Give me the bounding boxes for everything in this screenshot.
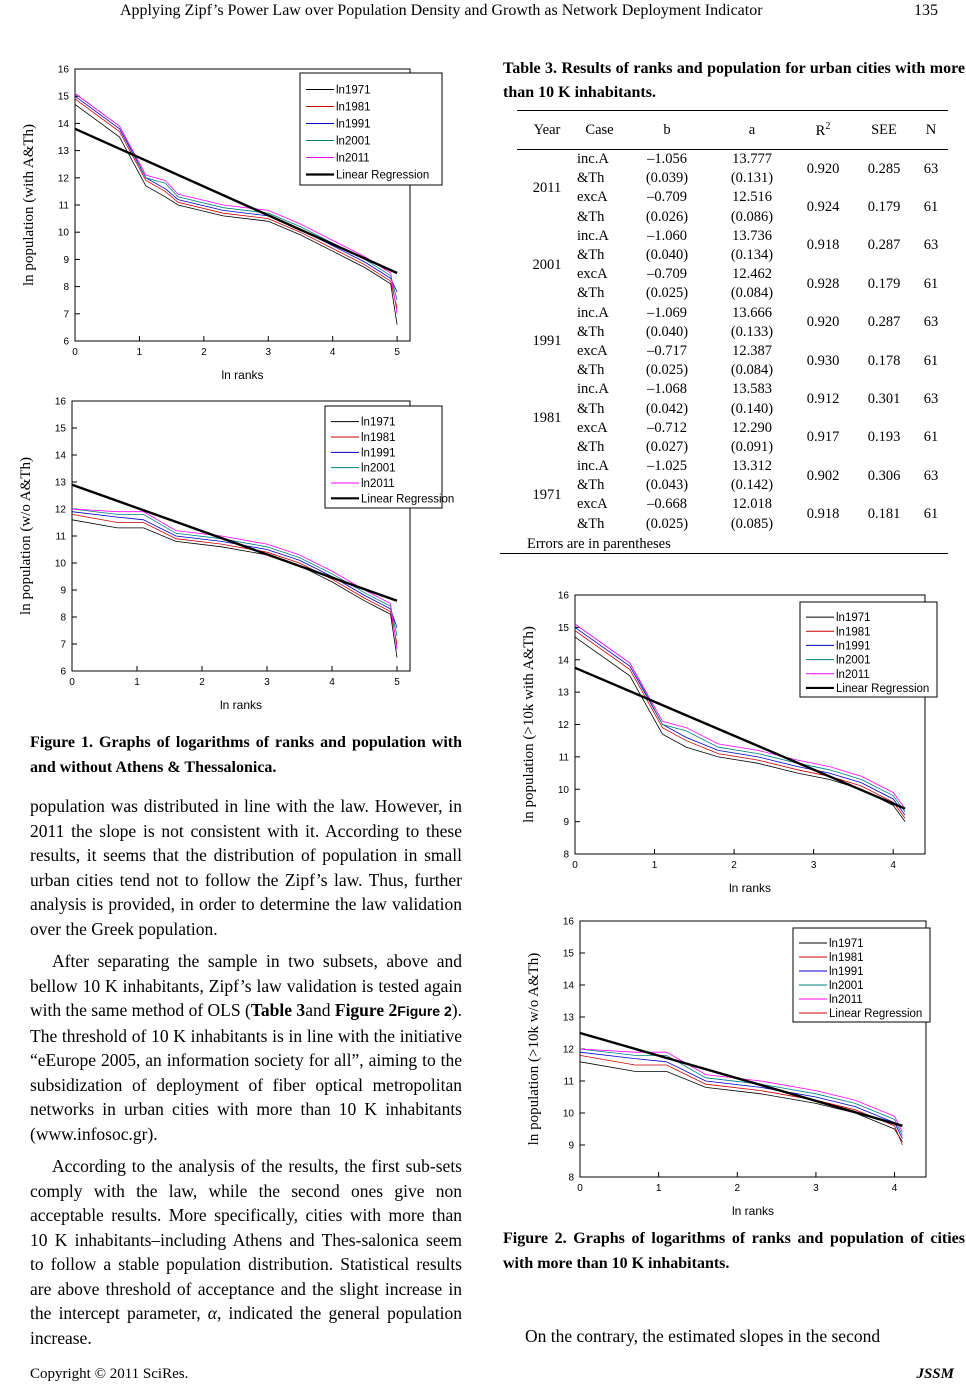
b-cell: (0.040) — [645, 247, 689, 264]
see-cell: 0.287 — [867, 237, 901, 254]
a-cell: (0.084) — [730, 362, 774, 379]
x-axis-title: ln ranks — [728, 881, 772, 895]
x-tick-label: 2 — [734, 1183, 741, 1194]
y-tick-label: 10 — [54, 558, 66, 570]
a-cell: 13.736 — [732, 227, 772, 244]
see-cell: 0.306 — [867, 467, 901, 484]
x-tick-label: 4 — [891, 1183, 898, 1194]
legend-label: ln1981 — [836, 626, 871, 639]
b-cell: (0.040) — [645, 323, 689, 340]
running-header — [0, 2, 966, 24]
x-axis-title: ln ranks — [219, 698, 263, 712]
b-cell: –1.068 — [647, 381, 687, 398]
figure2-chart-1-svg — [503, 582, 963, 902]
n-cell: 61 — [923, 352, 939, 369]
x-tick-label: 0 — [577, 1183, 583, 1194]
see-cell: 0.181 — [867, 506, 901, 523]
y-tick-label: 6 — [60, 666, 66, 678]
b-cell: (0.042) — [645, 400, 689, 417]
legend-label: ln2011 — [336, 152, 370, 165]
case-cell: &Th — [577, 170, 605, 187]
series-line-ln2011 — [72, 509, 397, 649]
figure2-caption: Figure 2. Graphs of logarithms of ranks and population of cities with more than 10 K inhabitants. — [503, 1230, 965, 1272]
y-axis-title: ln population (>10k w/o A&Th) — [526, 952, 542, 1146]
b-cell: –0.668 — [647, 496, 687, 513]
y-tick-label: 15 — [57, 91, 69, 103]
table-row — [517, 457, 948, 476]
figure2-ref-small[interactable]: Figure 2 — [397, 1003, 452, 1019]
y-tick-label: 11 — [58, 200, 69, 212]
legend-label: ln2001 — [361, 462, 396, 475]
case-cell: &Th — [577, 477, 605, 494]
legend-label: ln1981 — [829, 952, 864, 964]
x-tick-label: 4 — [329, 347, 336, 358]
legend-label: ln1971 — [361, 416, 396, 429]
table3-body — [517, 150, 948, 534]
table-row — [517, 227, 948, 246]
col-header-r2 — [792, 111, 854, 150]
n-cell: 63 — [923, 237, 939, 254]
y-tick-label: 16 — [562, 916, 574, 928]
figure1-chart-1-svg — [0, 55, 470, 385]
a-cell: (0.133) — [730, 323, 774, 340]
x-tick-label: 5 — [394, 677, 400, 688]
a-cell: (0.091) — [730, 438, 774, 455]
year-cell: 1971 — [532, 486, 562, 503]
a-cell: 12.462 — [732, 266, 772, 283]
y-tick-label: 7 — [63, 309, 69, 321]
year-cell: 1981 — [532, 410, 562, 427]
y-tick-label: 8 — [60, 612, 66, 624]
case-cell: &Th — [577, 515, 605, 532]
figure2-chart-2-svg — [503, 908, 963, 1223]
r2-cell: 0.917 — [806, 429, 840, 446]
b-cell: –0.717 — [647, 342, 687, 359]
a-cell: 13.583 — [732, 381, 772, 398]
b-cell: –0.709 — [647, 189, 687, 206]
y-tick-label: 13 — [57, 146, 69, 158]
page-number: 135 — [914, 2, 938, 19]
case-cell: &Th — [577, 208, 605, 225]
legend-label: Linear Regression — [829, 1008, 923, 1020]
table3-bottom-rule — [500, 553, 948, 554]
p2-text-a: After separating the sample in two subsets, above and bellow 10 K inhabitants, Zipf’s law validation is tested again with the same method of OLS ( — [30, 951, 462, 1020]
y-tick-label: 16 — [54, 396, 66, 408]
x-axis-title: ln ranks — [221, 368, 264, 382]
n-cell: 63 — [923, 314, 939, 331]
legend-label: ln1991 — [336, 118, 371, 131]
figure1-caption: Figure 1. Graphs of logarithms of ranks and population with and without Athens & Thessalonica. — [30, 734, 462, 776]
x-tick-label: 3 — [813, 1183, 819, 1194]
n-cell: 61 — [923, 429, 939, 446]
legend-label: ln1991 — [361, 447, 396, 460]
case-cell: excA — [577, 342, 608, 359]
n-cell: 61 — [923, 275, 939, 292]
y-tick-label: 7 — [60, 639, 66, 651]
n-cell: 61 — [923, 506, 939, 523]
n-cell: 63 — [923, 467, 939, 484]
b-cell: (0.039) — [645, 170, 689, 187]
legend-label: ln2011 — [361, 478, 395, 490]
x-tick-label: 4 — [890, 860, 896, 871]
col-header-n: N — [914, 111, 948, 150]
table-row — [517, 188, 948, 207]
r2-cell: 0.928 — [806, 275, 840, 292]
series-line-ln1981 — [72, 514, 397, 644]
b-cell: (0.025) — [645, 362, 689, 379]
x-tick-label: 1 — [651, 860, 658, 871]
y-tick-label: 9 — [63, 254, 69, 266]
table-row — [517, 380, 948, 399]
y-tick-label: 6 — [63, 336, 69, 348]
p3-text-b: , indicated the general population increase. — [30, 1303, 462, 1348]
y-tick-label: 12 — [557, 720, 569, 731]
y-tick-label: 15 — [557, 622, 569, 634]
r2-cell: 0.930 — [806, 352, 840, 369]
case-cell: excA — [577, 496, 608, 513]
b-cell: (0.043) — [645, 477, 689, 494]
r2-cell: 0.912 — [806, 390, 840, 407]
x-tick-label: 2 — [731, 860, 737, 871]
legend-label: Linear Regression — [836, 682, 930, 695]
p2-and: and — [305, 1000, 335, 1020]
x-tick-label: 0 — [572, 860, 578, 871]
case-cell: &Th — [577, 362, 605, 379]
b-cell: –1.069 — [647, 304, 687, 321]
y-tick-label: 12 — [562, 1044, 574, 1056]
case-cell: &Th — [577, 323, 605, 340]
a-cell: 12.018 — [732, 496, 772, 513]
case-cell: inc.A — [577, 227, 609, 244]
y-tick-label: 8 — [568, 1172, 574, 1184]
y-tick-label: 13 — [557, 687, 569, 699]
y-tick-label: 11 — [558, 752, 569, 764]
y-tick-label: 14 — [557, 655, 569, 667]
series-line-ln2001 — [580, 1049, 902, 1135]
x-tick-label: 2 — [199, 677, 205, 688]
case-cell: excA — [577, 419, 608, 436]
year-cell: 2001 — [532, 256, 562, 273]
y-tick-label: 9 — [568, 1140, 574, 1152]
body-text — [30, 794, 462, 1358]
col-header-see: SEE — [854, 111, 914, 150]
table3-header-row — [517, 111, 948, 150]
paragraph-3 — [30, 1154, 462, 1350]
n-cell: 63 — [923, 390, 939, 407]
figure2-chart-1 — [503, 582, 963, 902]
r-label: R — [815, 122, 826, 139]
alpha-symbol: α — [207, 1303, 217, 1323]
y-tick-label: 11 — [563, 1076, 574, 1088]
figure2-chart-2 — [503, 908, 963, 1223]
a-cell: 13.777 — [732, 151, 772, 168]
y-tick-label: 9 — [563, 817, 569, 829]
x-tick-label: 4 — [329, 677, 335, 688]
case-cell: inc.A — [577, 304, 609, 321]
b-cell: –1.060 — [647, 227, 687, 244]
case-cell: inc.A — [577, 458, 609, 475]
legend-label: ln1971 — [336, 84, 371, 97]
legend-label: ln2001 — [336, 135, 371, 148]
x-tick-label: 0 — [72, 347, 78, 358]
case-cell: &Th — [577, 438, 605, 455]
a-cell: (0.140) — [730, 400, 774, 417]
legend-label: ln1991 — [836, 640, 871, 653]
series-line-regression-bold — [580, 1033, 902, 1126]
series-line-ln1991 — [580, 1052, 902, 1138]
col-header-b: b — [622, 111, 712, 150]
y-tick-label: 13 — [562, 1012, 574, 1024]
year-cell: 2011 — [532, 179, 562, 196]
paragraph-2 — [30, 949, 462, 1146]
r2-cell: 0.918 — [806, 506, 840, 523]
series-line-ln2011 — [580, 1049, 902, 1132]
year-cell: 1991 — [532, 333, 562, 350]
see-cell: 0.285 — [867, 160, 901, 177]
x-tick-label: 1 — [655, 1183, 662, 1194]
paragraph-1: population was distributed in line with the law. However, in 2011 the slope is not consistent with it. According to these results, it seems that the distribution of population in small urban cities tend not to follow the Zipf’s law. Thus, further analysis is provided, in order to determine the law validation over the Greek population. — [30, 796, 462, 939]
see-cell: 0.179 — [867, 275, 901, 292]
paragraph-4-text: On the contrary, the estimated slopes in the second — [525, 1326, 881, 1346]
x-tick-label: 3 — [810, 860, 817, 871]
p2-text-b: ). The threshold of 10 K inhabitants is in line with the initiative “eEurope 2005, an information society for all”, aiming to the subsidization of deployment of fiber optical metropolitan networks in urban cities with more than 10 K inhabitants (www.infosoc.gr). — [30, 1000, 462, 1144]
table3 — [517, 110, 948, 554]
journal-name: JSSM — [916, 1366, 954, 1382]
y-tick-label: 14 — [57, 118, 69, 130]
y-tick-label: 16 — [557, 590, 569, 602]
b-cell: –0.709 — [647, 266, 687, 283]
legend-label: Linear Regression — [361, 493, 455, 506]
legend-label: ln1971 — [829, 938, 864, 950]
col-header-a: a — [712, 111, 792, 150]
a-cell: (0.142) — [730, 477, 774, 494]
x-tick-label: 0 — [69, 677, 75, 688]
y-tick-label: 16 — [57, 64, 69, 76]
b-cell: –1.025 — [647, 458, 687, 475]
y-axis-title: ln population (w/o A&Th) — [18, 457, 34, 615]
see-cell: 0.179 — [867, 199, 901, 216]
figure2-ref[interactable]: Figure 2 — [334, 1000, 398, 1020]
y-tick-label: 15 — [54, 423, 66, 435]
x-tick-label: 3 — [265, 347, 272, 358]
col-header-case: Case — [577, 111, 622, 150]
table-row — [517, 495, 948, 514]
a-cell: (0.134) — [730, 247, 774, 264]
legend-label: ln1971 — [836, 612, 871, 625]
b-cell: (0.026) — [645, 208, 689, 225]
x-tick-label: 1 — [134, 677, 140, 688]
table-row — [517, 342, 948, 361]
b-cell: –1.056 — [647, 151, 687, 168]
table3-ref[interactable]: Table 3 — [250, 1000, 306, 1020]
a-cell: 12.387 — [732, 342, 772, 359]
y-tick-label: 14 — [54, 450, 66, 462]
case-cell: &Th — [577, 400, 605, 417]
r2-cell: 0.902 — [806, 467, 840, 484]
y-tick-label: 9 — [60, 585, 66, 597]
case-cell: excA — [577, 189, 608, 206]
y-axis-title: ln population (>10k with A&Th) — [521, 626, 537, 823]
x-tick-label: 5 — [394, 347, 400, 358]
series-line-ln1991 — [72, 512, 397, 628]
y-tick-label: 12 — [57, 173, 69, 185]
figure1-chart-2-svg — [0, 388, 470, 718]
x-axis-title: ln ranks — [731, 1204, 775, 1218]
running-title: Applying Zipf’s Power Law over Population Density and Growth as Network Deployment Indicator — [120, 2, 763, 19]
y-tick-label: 8 — [63, 282, 69, 294]
a-cell: 13.666 — [732, 304, 772, 321]
case-cell: &Th — [577, 285, 605, 302]
y-tick-label: 10 — [57, 227, 69, 239]
y-tick-label: 15 — [562, 948, 574, 960]
r-sup: 2 — [825, 120, 831, 132]
case-cell: &Th — [577, 247, 605, 264]
a-cell: (0.131) — [730, 170, 774, 187]
legend-label: ln1981 — [336, 101, 371, 114]
page-footer — [30, 1366, 960, 1383]
see-cell: 0.193 — [867, 429, 901, 446]
a-cell: (0.085) — [730, 515, 774, 532]
table-row — [517, 304, 948, 323]
y-tick-label: 8 — [563, 849, 569, 861]
copyright: Copyright © 2011 SciRes. — [30, 1366, 189, 1382]
b-cell: (0.025) — [645, 285, 689, 302]
y-axis-title: ln population (with A&Th) — [21, 123, 37, 287]
y-tick-label: 14 — [562, 980, 574, 992]
x-tick-label: 1 — [136, 347, 143, 358]
y-tick-label: 10 — [562, 1108, 574, 1120]
y-tick-label: 11 — [55, 531, 66, 543]
see-cell: 0.301 — [867, 390, 901, 407]
table3-grid — [517, 110, 948, 534]
legend-label: Linear Regression — [336, 169, 430, 182]
y-tick-label: 10 — [557, 784, 569, 796]
b-cell: (0.025) — [645, 515, 689, 532]
y-tick-label: 12 — [54, 504, 66, 516]
a-cell: 13.312 — [732, 458, 772, 475]
a-cell: (0.086) — [730, 208, 774, 225]
legend-label: ln2001 — [836, 654, 871, 667]
b-cell: –0.712 — [647, 419, 687, 436]
table-row — [517, 265, 948, 284]
r2-cell: 0.920 — [806, 314, 840, 331]
r2-cell: 0.920 — [806, 160, 840, 177]
see-cell: 0.287 — [867, 314, 901, 331]
n-cell: 61 — [923, 199, 939, 216]
p3-text-a: According to the analysis of the results, the first sub-sets comply with the law, while the second ones give non acceptable results. More specifically, cities with more than 10 K inhabitants–including Athens and Thes-salonica seem to follow a stable population distribution. Statistical results are above threshold of acceptance and the slight increase in the intercept parameter, — [30, 1156, 462, 1323]
table-row — [517, 419, 948, 438]
a-cell: 12.516 — [732, 189, 772, 206]
n-cell: 63 — [923, 160, 939, 177]
legend-label: ln1981 — [361, 432, 396, 444]
paragraph-4 — [503, 1324, 965, 1357]
legend-label: ln2001 — [829, 980, 864, 992]
case-cell: inc.A — [577, 381, 609, 398]
legend-label: ln2011 — [836, 668, 870, 681]
table-row — [517, 150, 948, 170]
a-cell: 12.290 — [732, 419, 772, 436]
a-cell: (0.084) — [730, 285, 774, 302]
r2-cell: 0.924 — [806, 199, 840, 216]
r2-cell: 0.918 — [806, 237, 840, 254]
table3-note: Errors are in parentheses — [527, 535, 671, 552]
see-cell: 0.178 — [867, 352, 901, 369]
legend-label: ln2011 — [829, 994, 863, 1006]
b-cell: (0.027) — [645, 438, 689, 455]
col-header-year: Year — [517, 111, 577, 150]
x-tick-label: 3 — [264, 677, 270, 688]
figure1-chart-1 — [0, 55, 470, 385]
legend-label: ln1991 — [829, 966, 864, 978]
x-tick-label: 2 — [201, 347, 207, 358]
case-cell: excA — [577, 266, 608, 283]
case-cell: inc.A — [577, 151, 609, 168]
series-line-ln1971 — [580, 1062, 902, 1142]
table3-title: Table 3. Results of ranks and population for urban cities with more than 10 K inhabitants. — [503, 60, 965, 101]
y-tick-label: 13 — [54, 477, 66, 489]
figure1-chart-2 — [0, 388, 470, 718]
